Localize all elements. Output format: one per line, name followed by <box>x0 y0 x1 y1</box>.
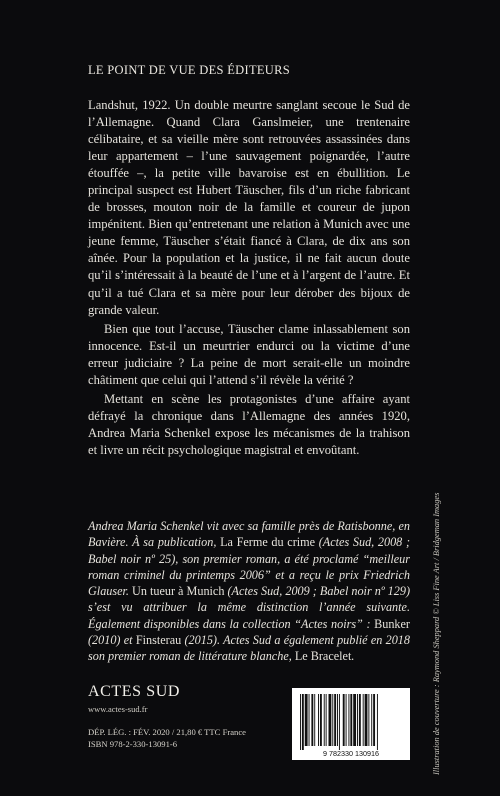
section-heading: LE POINT DE VUE DES ÉDITEURS <box>88 63 291 77</box>
barcode-bar <box>359 694 361 746</box>
barcode-bar <box>368 694 369 746</box>
barcode-bar <box>350 694 352 746</box>
synopsis-paragraph-2: Bien que tout l’accuse, Täuscher clame inlassablement son innocence. Est-il un meurtrier endurci ou la victime d’une erreur judiciaire ? La peine de mort serait-elle un moindre châtiment que celui qui l’attend s’il révèle la vérité ? <box>88 321 410 387</box>
barcode-bar <box>309 694 310 746</box>
barcode-bar <box>314 694 315 746</box>
book-title-bunker: Bunker <box>374 616 410 631</box>
book-title-la-ferme-du-crime: La Ferme du crime <box>220 535 316 550</box>
isbn: ISBN 978-2-330-13091-6 <box>88 739 178 750</box>
barcode-bar <box>324 694 325 746</box>
barcode-bar <box>343 694 345 746</box>
book-title-finsterau: Finsterau <box>135 633 182 648</box>
barcode-bar <box>377 694 378 750</box>
synopsis-paragraph-3: Mettant en scène les protagonistes d’une affaire ayant défrayé la chronique dans l’Allemagne des années 1920, Andrea Maria Schenkel expose les mécanismes de la trahison et livre un récit psychologique magistral et envoûtant. <box>88 391 410 457</box>
synopsis <box>88 97 410 459</box>
barcode <box>292 688 410 760</box>
barcode-digits: 9 782330 130916 <box>323 749 379 758</box>
bio-text-4: (2010) et <box>88 633 136 648</box>
barcode-bar <box>334 694 336 746</box>
barcode-bar <box>332 694 333 746</box>
bio-text-5: (2015). Actes Sud a également publié en 2018 son premier roman de littérature blanche, <box>88 633 410 664</box>
barcode-bar <box>329 694 332 746</box>
barcode-bar <box>363 694 364 746</box>
barcode-bar <box>373 694 375 746</box>
bio-text-2: (Actes Sud, 2008 ; Babel noir nº 25), son premier roman, a été proclamé “meilleur roman criminel du printemps 2006” et a reçu le prix Friedrich Glauser. <box>88 535 411 599</box>
barcode-graphic <box>292 688 410 760</box>
bio-text-6: . <box>351 649 355 664</box>
cover-credit: Illustration de couverture : Raymond Sheppard © Liss Fine Art / Bridgeman Images <box>432 492 441 775</box>
book-title-un-tueur-a-munich: Un tueur à Munich <box>132 584 225 599</box>
barcode-bar <box>346 694 347 746</box>
barcode-bar <box>365 694 368 746</box>
publisher-logo: ACTES SUD <box>88 683 181 700</box>
barcode-bar <box>300 694 301 750</box>
barcode-bar <box>318 694 319 746</box>
barcode-bar <box>311 694 313 746</box>
legal-info <box>88 726 246 751</box>
barcode-bar <box>371 694 372 746</box>
barcode-bar <box>302 694 304 750</box>
barcode-bar <box>357 694 358 746</box>
bio-text-1: Andrea Maria Schenkel vit avec sa famille près de Ratisbonne, en Bavière. À sa publication, <box>88 519 410 550</box>
barcode-bar <box>320 694 322 746</box>
barcode-bar <box>337 694 338 746</box>
book-title-le-bracelet: Le Bracelet <box>294 649 352 664</box>
barcode-bar <box>348 694 349 746</box>
publisher-website: www.actes-sud.fr <box>88 704 148 714</box>
barcode-bar <box>326 694 327 746</box>
legal-deposit-price: DÉP. LÉG. : FÉV. 2020 / 21,80 € TTC France <box>88 727 246 737</box>
barcode-bar <box>305 694 308 746</box>
synopsis-paragraph-1: Landshut, 1922. Un double meurtre sanglant secoue le Sud de l’Allemagne. Quand Clara Ganslmeier, une trentenaire célibataire, et sa vieille mère sont retrouvées assassinées dans leur appartement – l’une sauvagement poignardée, l’autre étouffée –, la petite ville bavaroise est en ébullition. Le principal suspect est Hubert Täuscher, fils d’un riche fabricant de brosses, mouton noir de la famille et coureur de jupon impénitent. Bien qu’entretenant une relation à Munich avec une jeune femme, Täuscher s’était fiancé à Clara, de dix ans son aînée. Pour la population et la justice, il ne fait aucun doute qu’il s’intéressait à la beauté de l’une et à l’argent de l’autre. Et qu’il a tué Clara et sa mère pour leur dérober des bijoux de grande valeur. <box>88 98 410 317</box>
bio-text-3: (Actes Sud, 2009 ; Babel noir nº 129) s’est vu attribuer la même distinction l’année suivante. Également disponibles dans la collection “Actes noirs” : <box>88 584 411 631</box>
barcode-bar <box>339 694 340 750</box>
barcode-bar <box>353 694 356 746</box>
author-bio <box>88 518 410 665</box>
